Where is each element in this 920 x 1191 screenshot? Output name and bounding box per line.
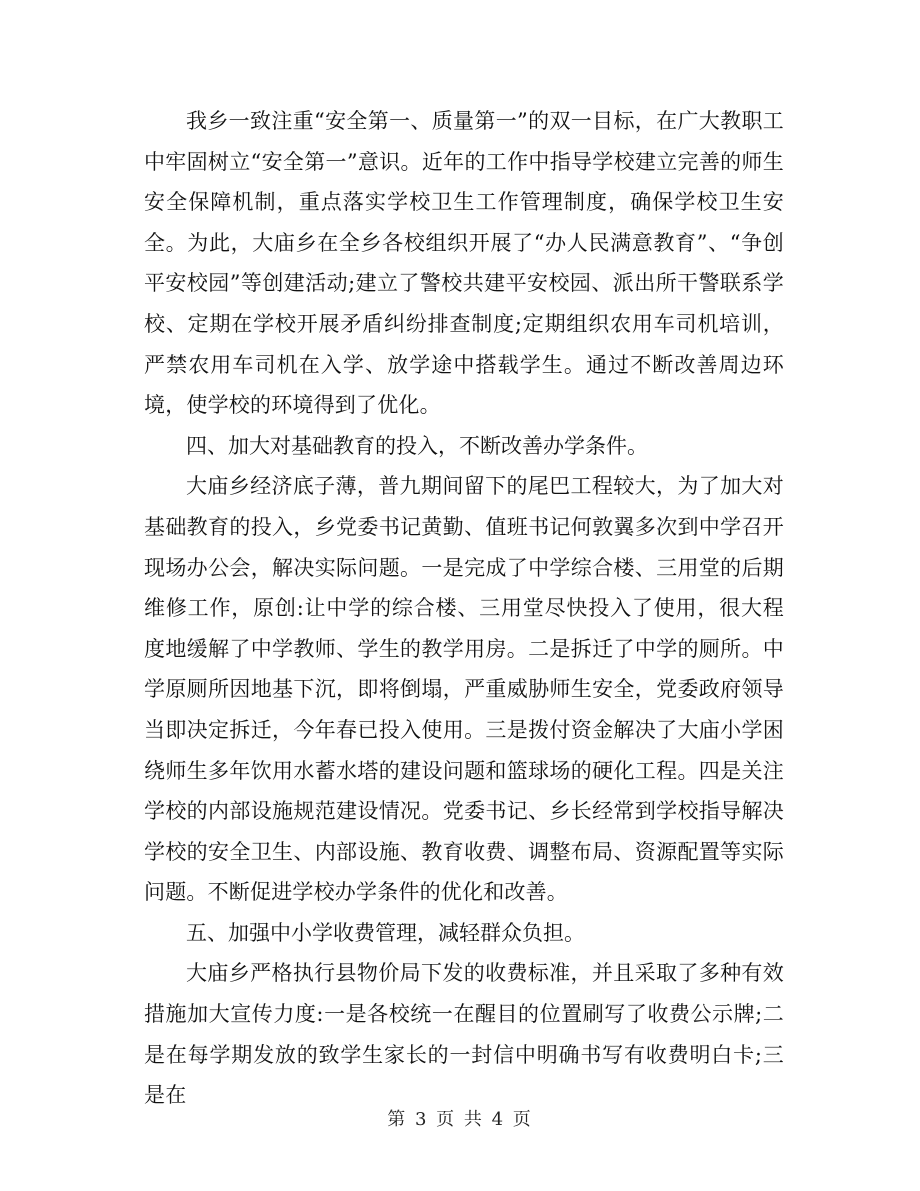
paragraph-investment: 大庙乡经济底子薄，普九期间留下的尾巴工程较大，为了加大对基础教育的投入，乡党委书记黄勤、值班书记何敦翼多次到中学召开现场办公会，解决实际问题。一是完成了中学综合楼、三用堂的后期维修工作，原创:让中学的综合楼、三用堂尽快投入了使用，很大程度地缓解了中学教师、学生的教学用房。二是拆迁了中学的厕所。中学原厕所因地基下沉，即将倒塌，严重威胁师生安全，党委政府领导当即决定拆迁，今年春已投入使用。三是拨付资金解决了大庙小学困绕师生多年饮用水蓄水塔的建设问题和篮球场的硬化工程。四是关注学校的内部设施规范建设情况。党委书记、乡长经常到学校指导解决学校的安全卫生、内部设施、教育收费、调整布局、资源配置等实际问题。不断促进学校办学条件的优化和改善。	[144, 474, 784, 905]
document-body	[144, 101, 784, 1116]
page-footer: 第 3 页 共 4 页	[387, 1109, 533, 1130]
section-heading-five: 五、加强中小学收费管理，减轻群众负担。	[186, 920, 585, 945]
paragraph-safety: 我乡一致注重“安全第一、质量第一”的双一目标，在广大教职工中牢固树立“安全第一”意识。近年的工作中指导学校建立完善的师生安全保障机制，重点落实学校卫生工作管理制度，确保学校卫生安全。为此，大庙乡在全乡各校组织开展了“办人民满意教育”、“争创平安校园”等创建活动;建立了警校共建平安校园、派出所干警联系学校、定期在学校开展矛盾纠纷排查制度;定期组织农用车司机培训，严禁农用车司机在入学、放学途中搭载学生。通过不断改善周边环境，使学校的环境得到了优化。	[144, 109, 784, 418]
section-heading-four: 四、加大对基础教育的投入，不断改善办学条件。	[186, 433, 648, 458]
paragraph-fees: 大庙乡严格执行县物价局下发的收费标准，并且采取了多种有效措施加大宣传力度:一是各校统一在醒目的位置刷写了收费公示牌;二是在每学期发放的致学生家长的一封信中明确书写有收费明白卡;三是在	[144, 961, 784, 1108]
